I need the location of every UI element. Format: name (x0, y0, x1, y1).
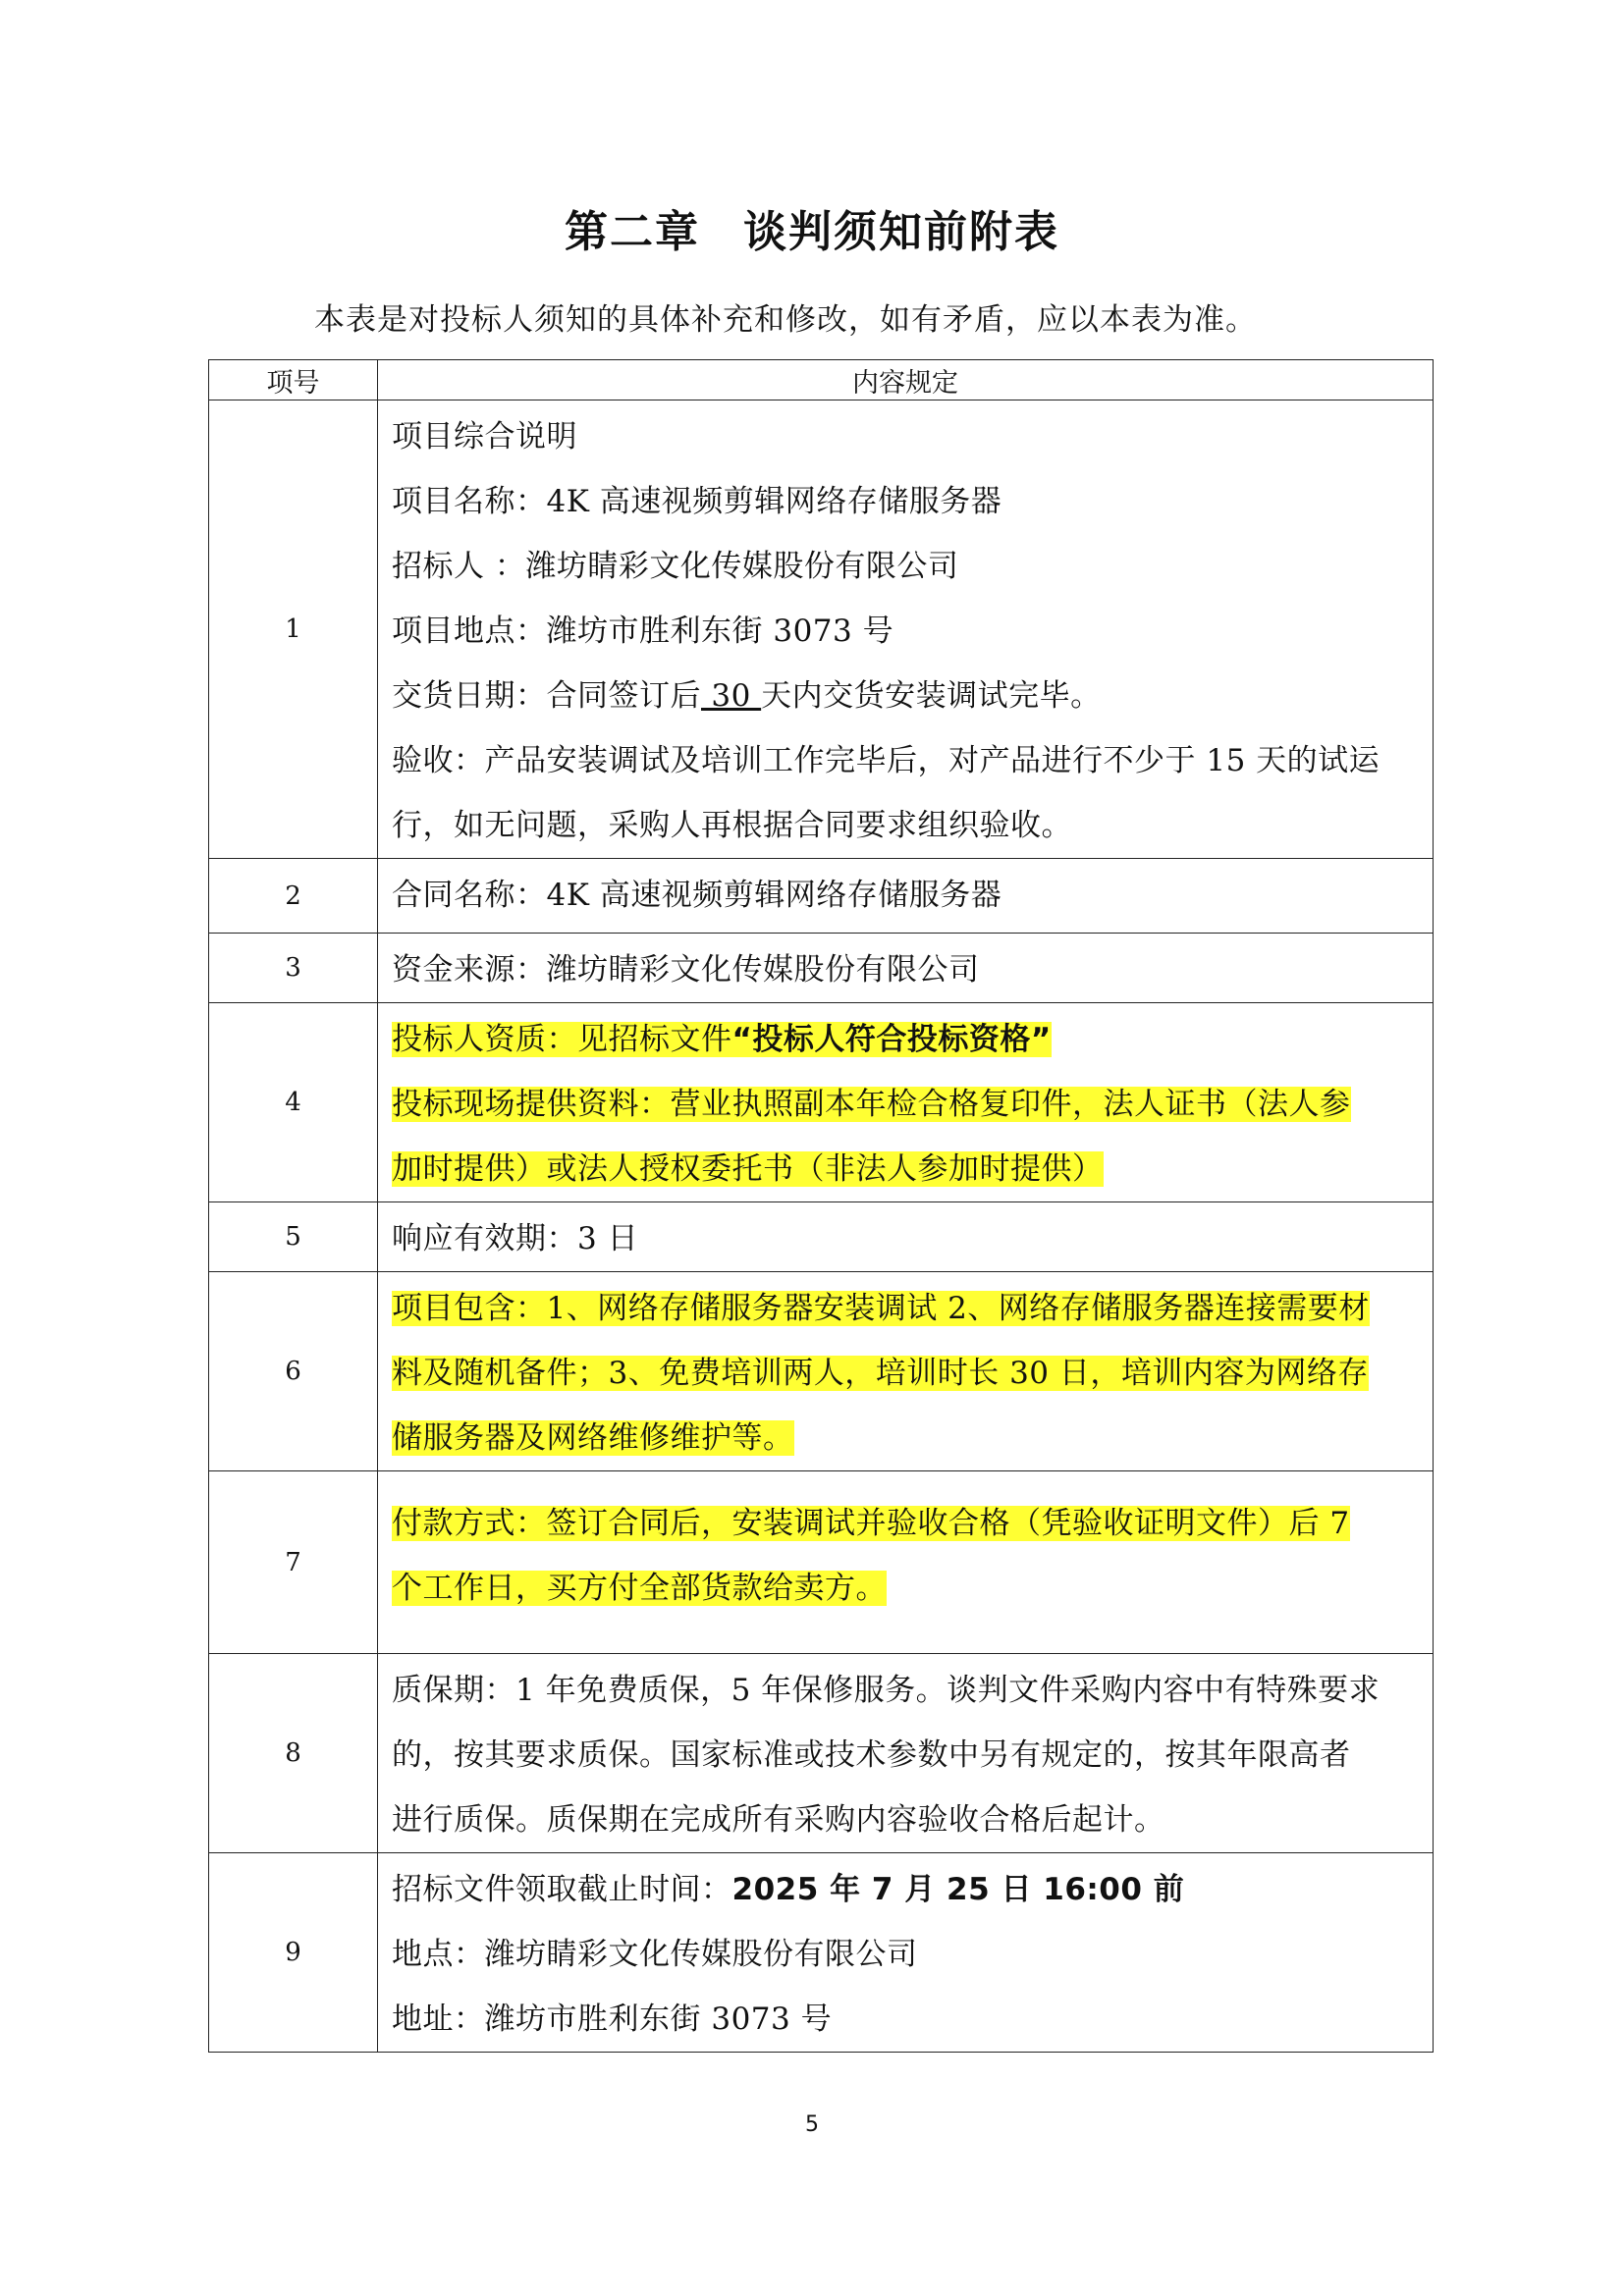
intro-text: 本表是对投标人须知的具体补充和修改，如有矛盾，应以本表为准。 (314, 302, 1257, 338)
content-line: 投标现场提供资料：营业执照副本年检合格复印件，法人证书（法人参 (392, 1087, 1351, 1122)
header-item-no: 项号 (209, 360, 378, 400)
row-content (378, 1272, 1434, 1471)
content-line: 地址：潍坊市胜利东街 3073 号 (392, 2002, 833, 2037)
table-header-row (209, 360, 1434, 400)
chapter-title: 第二章 谈判须知前附表 (565, 207, 1059, 257)
content-line: 资金来源：潍坊睛彩文化传媒股份有限公司 (392, 952, 980, 988)
content-line: 招标人 ：潍坊睛彩文化传媒股份有限公司 (392, 549, 959, 584)
content-line: 地点：潍坊睛彩文化传媒股份有限公司 (392, 1937, 918, 1972)
content-line: 项目名称：4K 高速视频剪辑网络存储服务器 (392, 484, 1002, 519)
table-row (209, 1202, 1434, 1272)
row-content (378, 1471, 1434, 1654)
table-row (209, 1853, 1434, 2053)
content-line: 料及随机备件；3、免费培训两人，培训时长 30 日，培训内容为网络存 (392, 1356, 1369, 1391)
content-line: 项目包含：1、网络存储服务器安装调试 2、网络存储服务器连接需要材 (392, 1291, 1370, 1326)
row-number: 1 (209, 400, 378, 859)
content-line: 验收：产品安装调试及培训工作完毕后，对产品进行不少于 15 天的试运 (392, 743, 1380, 778)
row-content (378, 859, 1434, 934)
delivery-days: 30 (701, 678, 762, 714)
row-content (378, 1003, 1434, 1202)
table-row (209, 400, 1434, 859)
content-line: 付款方式：签订合同后，安装调试并验收合格（凭验收证明文件）后 7 (392, 1506, 1350, 1541)
table-row (209, 1003, 1434, 1202)
content-line: 质保期：1 年免费质保，5 年保修服务。谈判文件采购内容中有特殊要求 (392, 1673, 1380, 1708)
row-number: 9 (209, 1853, 378, 2053)
table-row (209, 1272, 1434, 1471)
content-line: 加时提供）或法人授权委托书（非法人参加时提供） (392, 1151, 1104, 1187)
row-content (378, 1202, 1434, 1272)
row-number: 6 (209, 1272, 378, 1471)
content-line: 项目综合说明 (392, 419, 577, 454)
row-number: 7 (209, 1471, 378, 1654)
row-number: 3 (209, 934, 378, 1003)
content-line: 的，按其要求质保。国家标准或技术参数中另有规定的，按其年限高者 (392, 1737, 1351, 1773)
row-number: 2 (209, 859, 378, 934)
row-content (378, 1654, 1434, 1853)
content-line: 招标文件领取截止时间：2025 年 7 月 25 日 16:00 前 (392, 1872, 1185, 1907)
notice-table (208, 359, 1434, 2053)
table-row (209, 934, 1434, 1003)
content-line: 项目地点：潍坊市胜利东街 3073 号 (392, 614, 894, 649)
table-row (209, 859, 1434, 934)
deadline-time: 2025 年 7 月 25 日 16:00 前 (731, 1872, 1185, 1907)
row-content (378, 934, 1434, 1003)
row-number: 4 (209, 1003, 378, 1202)
row-content (378, 400, 1434, 859)
content-line: 投标人资质：见招标文件“投标人符合投标资格” (392, 1022, 1052, 1057)
table-row (209, 1654, 1434, 1853)
content-line: 交货日期：合同签订后 30 天内交货安装调试完毕。 (392, 678, 1102, 714)
table-row (209, 1471, 1434, 1654)
header-content: 内容规定 (378, 360, 1434, 400)
content-line: 进行质保。质保期在完成所有采购内容验收合格后起计。 (392, 1802, 1165, 1838)
content-line: 个工作日，买方付全部货款给卖方。 (392, 1571, 887, 1606)
row-number: 5 (209, 1202, 378, 1272)
content-line: 合同名称：4K 高速视频剪辑网络存储服务器 (392, 878, 1002, 913)
content-line: 响应有效期：3 日 (392, 1221, 639, 1256)
content-line: 行，如无问题，采购人再根据合同要求组织验收。 (392, 808, 1072, 843)
page-number: 5 (805, 2112, 819, 2137)
row-content (378, 1853, 1434, 2053)
content-line: 储服务器及网络维修维护等。 (392, 1420, 794, 1456)
row-number: 8 (209, 1654, 378, 1853)
